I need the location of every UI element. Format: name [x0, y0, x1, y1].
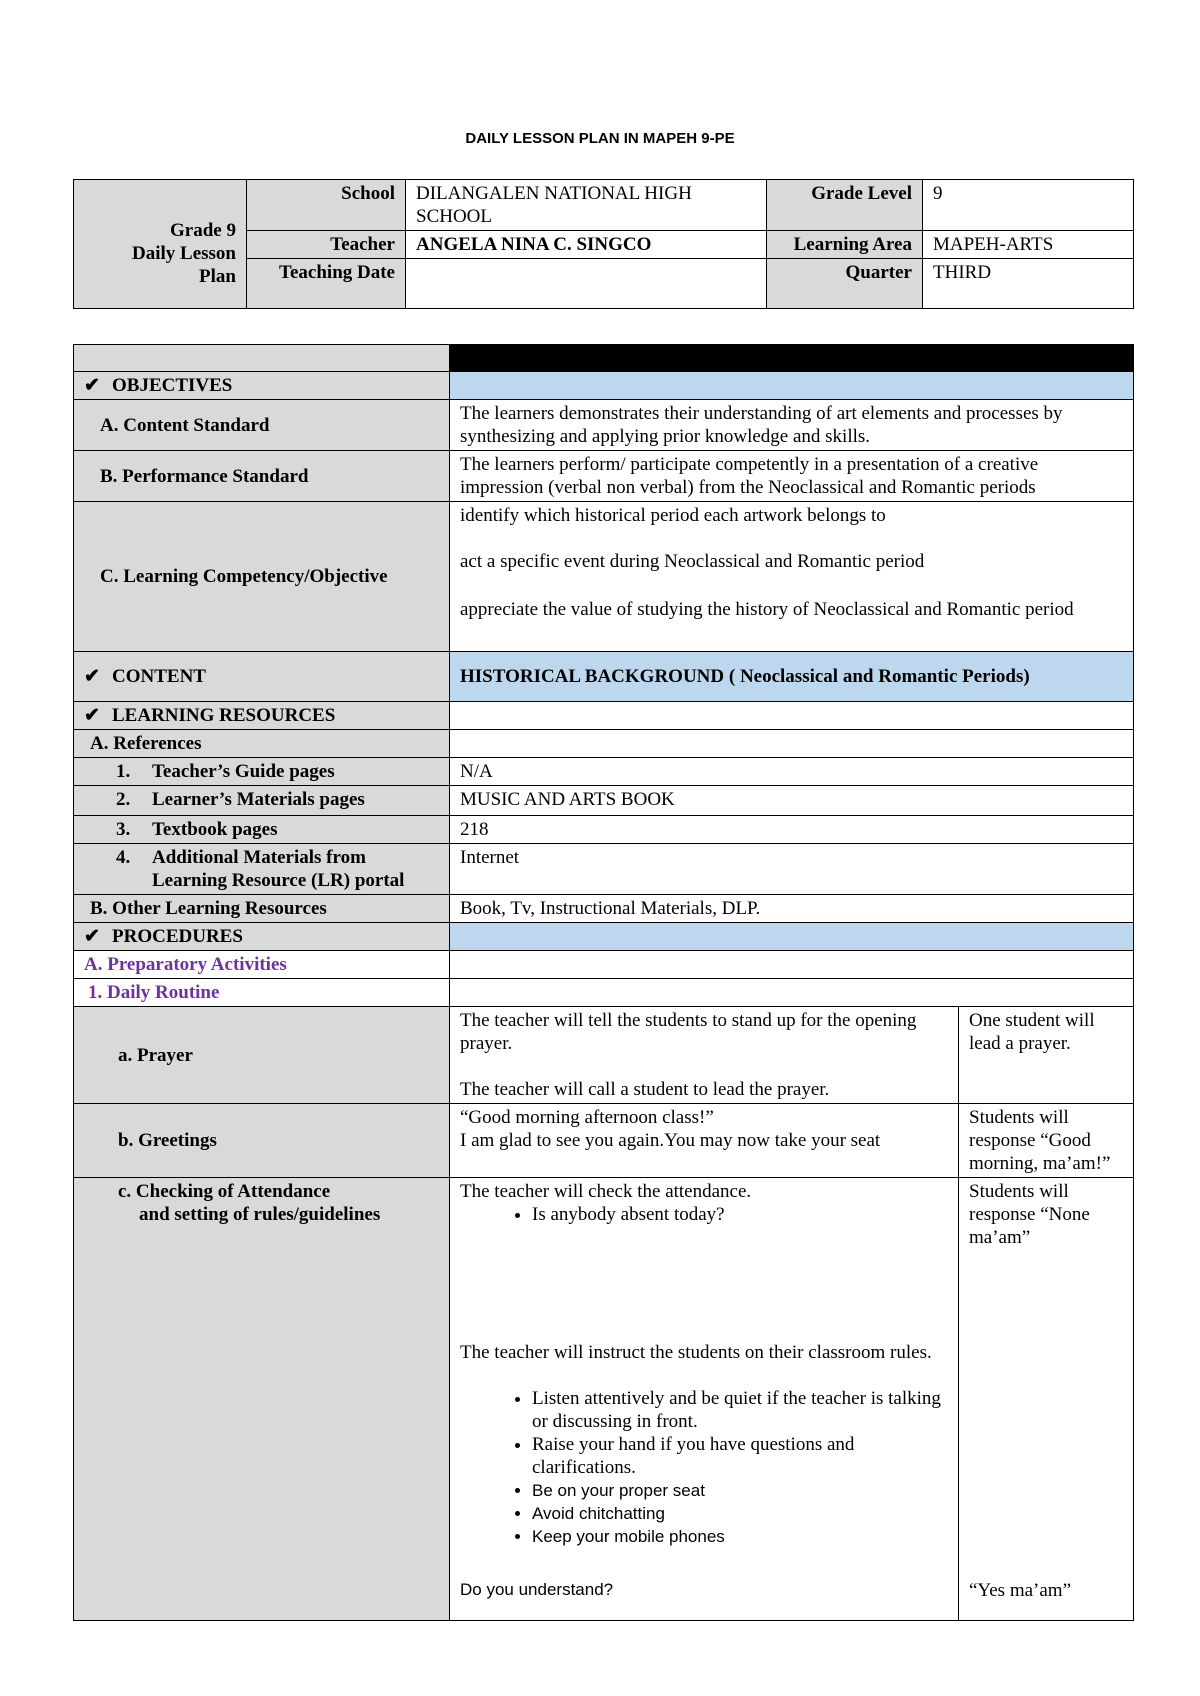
table-corner — [74, 345, 450, 372]
additional-materials-value: Internet — [450, 844, 1134, 895]
grade-level-value: 9 — [923, 180, 1134, 231]
check-icon: ✔ — [84, 926, 100, 947]
attendance-label — [74, 1178, 450, 1621]
check-icon: ✔ — [84, 705, 100, 726]
content-heading — [74, 652, 450, 702]
greetings-teacher-line: I am glad to see you again.You may now take your seat — [460, 1130, 881, 1151]
school-value — [406, 180, 767, 231]
quarter-value: THIRD — [923, 259, 1134, 309]
references-blank — [450, 730, 1134, 758]
school-label: School — [247, 180, 406, 231]
understand-question: Do you understand? — [460, 1580, 614, 1599]
header-left-title — [74, 180, 247, 309]
check-icon: ✔ — [84, 666, 100, 687]
other-resources-value: Book, Tv, Instructional Materials, DLP. — [450, 895, 1134, 923]
prayer-teacher-line: The teacher will call a student to lead the prayer. — [460, 1079, 830, 1100]
prayer-label: a. Prayer — [74, 1007, 450, 1104]
attendance-student — [959, 1178, 1134, 1621]
list-item: • Avoid chitchatting — [532, 1502, 948, 1525]
document-title: DAILY LESSON PLAN IN MAPEH 9-PE — [465, 130, 735, 147]
reference-item-label — [74, 816, 450, 844]
content-label: CONTENT — [112, 666, 206, 687]
reference-item-number: 4. — [116, 847, 131, 868]
other-resources-label: B. Other Learning Resources — [74, 895, 450, 923]
objectives-heading — [74, 372, 450, 400]
procedures-band — [450, 923, 1134, 951]
list-item: • Is anybody absent today? — [532, 1203, 948, 1226]
daily-routine-blank — [450, 979, 1134, 1007]
content-value: HISTORICAL BACKGROUND ( Neoclassical and Romantic Periods) — [450, 652, 1134, 702]
daily-routine-label: 1. Daily Routine — [74, 979, 450, 1007]
content-standard-label: A. Content Standard — [74, 400, 450, 451]
attendance-label-line: and setting of rules/guidelines — [139, 1204, 381, 1225]
attendance-student-response: Students will response “None ma’am” — [969, 1181, 1090, 1248]
attendance-label-line: c. Checking of Attendance — [118, 1181, 331, 1202]
table-header-bar — [450, 345, 1134, 372]
competency-item: appreciate the value of studying the history of Neoclassical and Romantic period — [460, 599, 1074, 620]
rules-intro: The teacher will instruct the students on their classroom rules. — [460, 1342, 932, 1363]
prayer-teacher — [450, 1007, 959, 1104]
reference-item-text: Teacher’s Guide pages — [152, 761, 335, 782]
competency-list — [450, 502, 1134, 652]
check-icon: ✔ — [84, 375, 100, 396]
reference-item-value: MUSIC AND ARTS BOOK — [450, 786, 1134, 816]
additional-label-line: Additional Materials from — [152, 847, 366, 868]
competency-item: act a specific event during Neoclassical and Romantic period — [460, 551, 925, 572]
competency-item: identify which historical period each artwork belongs to — [460, 505, 886, 526]
preparatory-activities-label: A. Preparatory Activities — [74, 951, 450, 979]
header-title-line: Plan — [199, 266, 236, 287]
resources-blank — [450, 702, 1134, 730]
prayer-student: One student will lead a prayer. — [959, 1007, 1134, 1104]
reference-item-text: Textbook pages — [152, 819, 278, 840]
greetings-label: b. Greetings — [74, 1104, 450, 1178]
teacher-label: Teacher — [247, 231, 406, 259]
learning-area-label: Learning Area — [767, 231, 923, 259]
reference-item-number: 2. — [116, 789, 131, 810]
procedures-heading — [74, 923, 450, 951]
greetings-teacher-line: “Good morning afternoon class!” — [460, 1107, 714, 1128]
school-value-line: SCHOOL — [416, 206, 493, 227]
reference-item-number: 1. — [116, 761, 131, 782]
additional-materials-label — [74, 844, 450, 895]
content-standard-value: The learners demonstrates their understanding of art elements and processes by synthesizing and applying prior knowledge and skills. — [450, 400, 1134, 451]
header-title-line: Grade 9 — [170, 220, 236, 241]
procedures-label: PROCEDURES — [112, 926, 243, 947]
header-table — [73, 179, 1134, 309]
school-value-line: DILANGALEN NATIONAL HIGH — [416, 183, 692, 204]
objectives-band — [450, 372, 1134, 400]
list-item: • Keep your mobile phones — [532, 1525, 948, 1548]
list-item: • Be on your proper seat — [532, 1479, 948, 1502]
learning-area-value: MAPEH-ARTS — [923, 231, 1134, 259]
attendance-question-list — [460, 1203, 948, 1226]
competency-label: C. Learning Competency/Objective — [74, 502, 450, 652]
attendance-teacher-line: The teacher will check the attendance. — [460, 1181, 752, 1202]
reference-item-number: 3. — [116, 819, 131, 840]
greetings-student: Students will response “Good morning, ma’am!” — [959, 1104, 1134, 1178]
reference-item-label — [74, 758, 450, 786]
reference-item-label — [74, 786, 450, 816]
teacher-value: ANGELA NINA C. SINGCO — [406, 231, 767, 259]
teaching-date-value — [406, 259, 767, 309]
grade-level-label: Grade Level — [767, 180, 923, 231]
prayer-teacher-line: The teacher will tell the students to stand up for the opening prayer. — [460, 1010, 917, 1054]
reference-item-value: N/A — [450, 758, 1134, 786]
list-item: • Raise your hand if you have questions and clarifications. — [532, 1433, 948, 1479]
lesson-table — [73, 344, 1134, 1621]
attendance-teacher — [450, 1178, 959, 1621]
header-title-line: Daily Lesson — [132, 243, 236, 264]
objectives-label: OBJECTIVES — [112, 375, 233, 396]
resources-heading — [74, 702, 450, 730]
greetings-teacher — [450, 1104, 959, 1178]
references-label: A. References — [74, 730, 450, 758]
list-item: • Listen attentively and be quiet if the teacher is talking or discussing in front. — [532, 1387, 948, 1433]
understand-answer: “Yes ma’am” — [969, 1580, 1072, 1601]
resources-label: LEARNING RESOURCES — [112, 705, 336, 726]
preparatory-blank — [450, 951, 1134, 979]
teaching-date-label: Teaching Date — [247, 259, 406, 309]
quarter-label: Quarter — [767, 259, 923, 309]
reference-item-text: Learner’s Materials pages — [152, 789, 365, 810]
rules-list — [460, 1387, 948, 1548]
performance-standard-value: The learners perform/ participate competently in a presentation of a creative impression (verbal non verbal) from the Neoclassical and Romantic periods — [450, 451, 1134, 502]
reference-item-value: 218 — [450, 816, 1134, 844]
performance-standard-label: B. Performance Standard — [74, 451, 450, 502]
additional-label-line: Learning Resource (LR) portal — [152, 870, 405, 891]
